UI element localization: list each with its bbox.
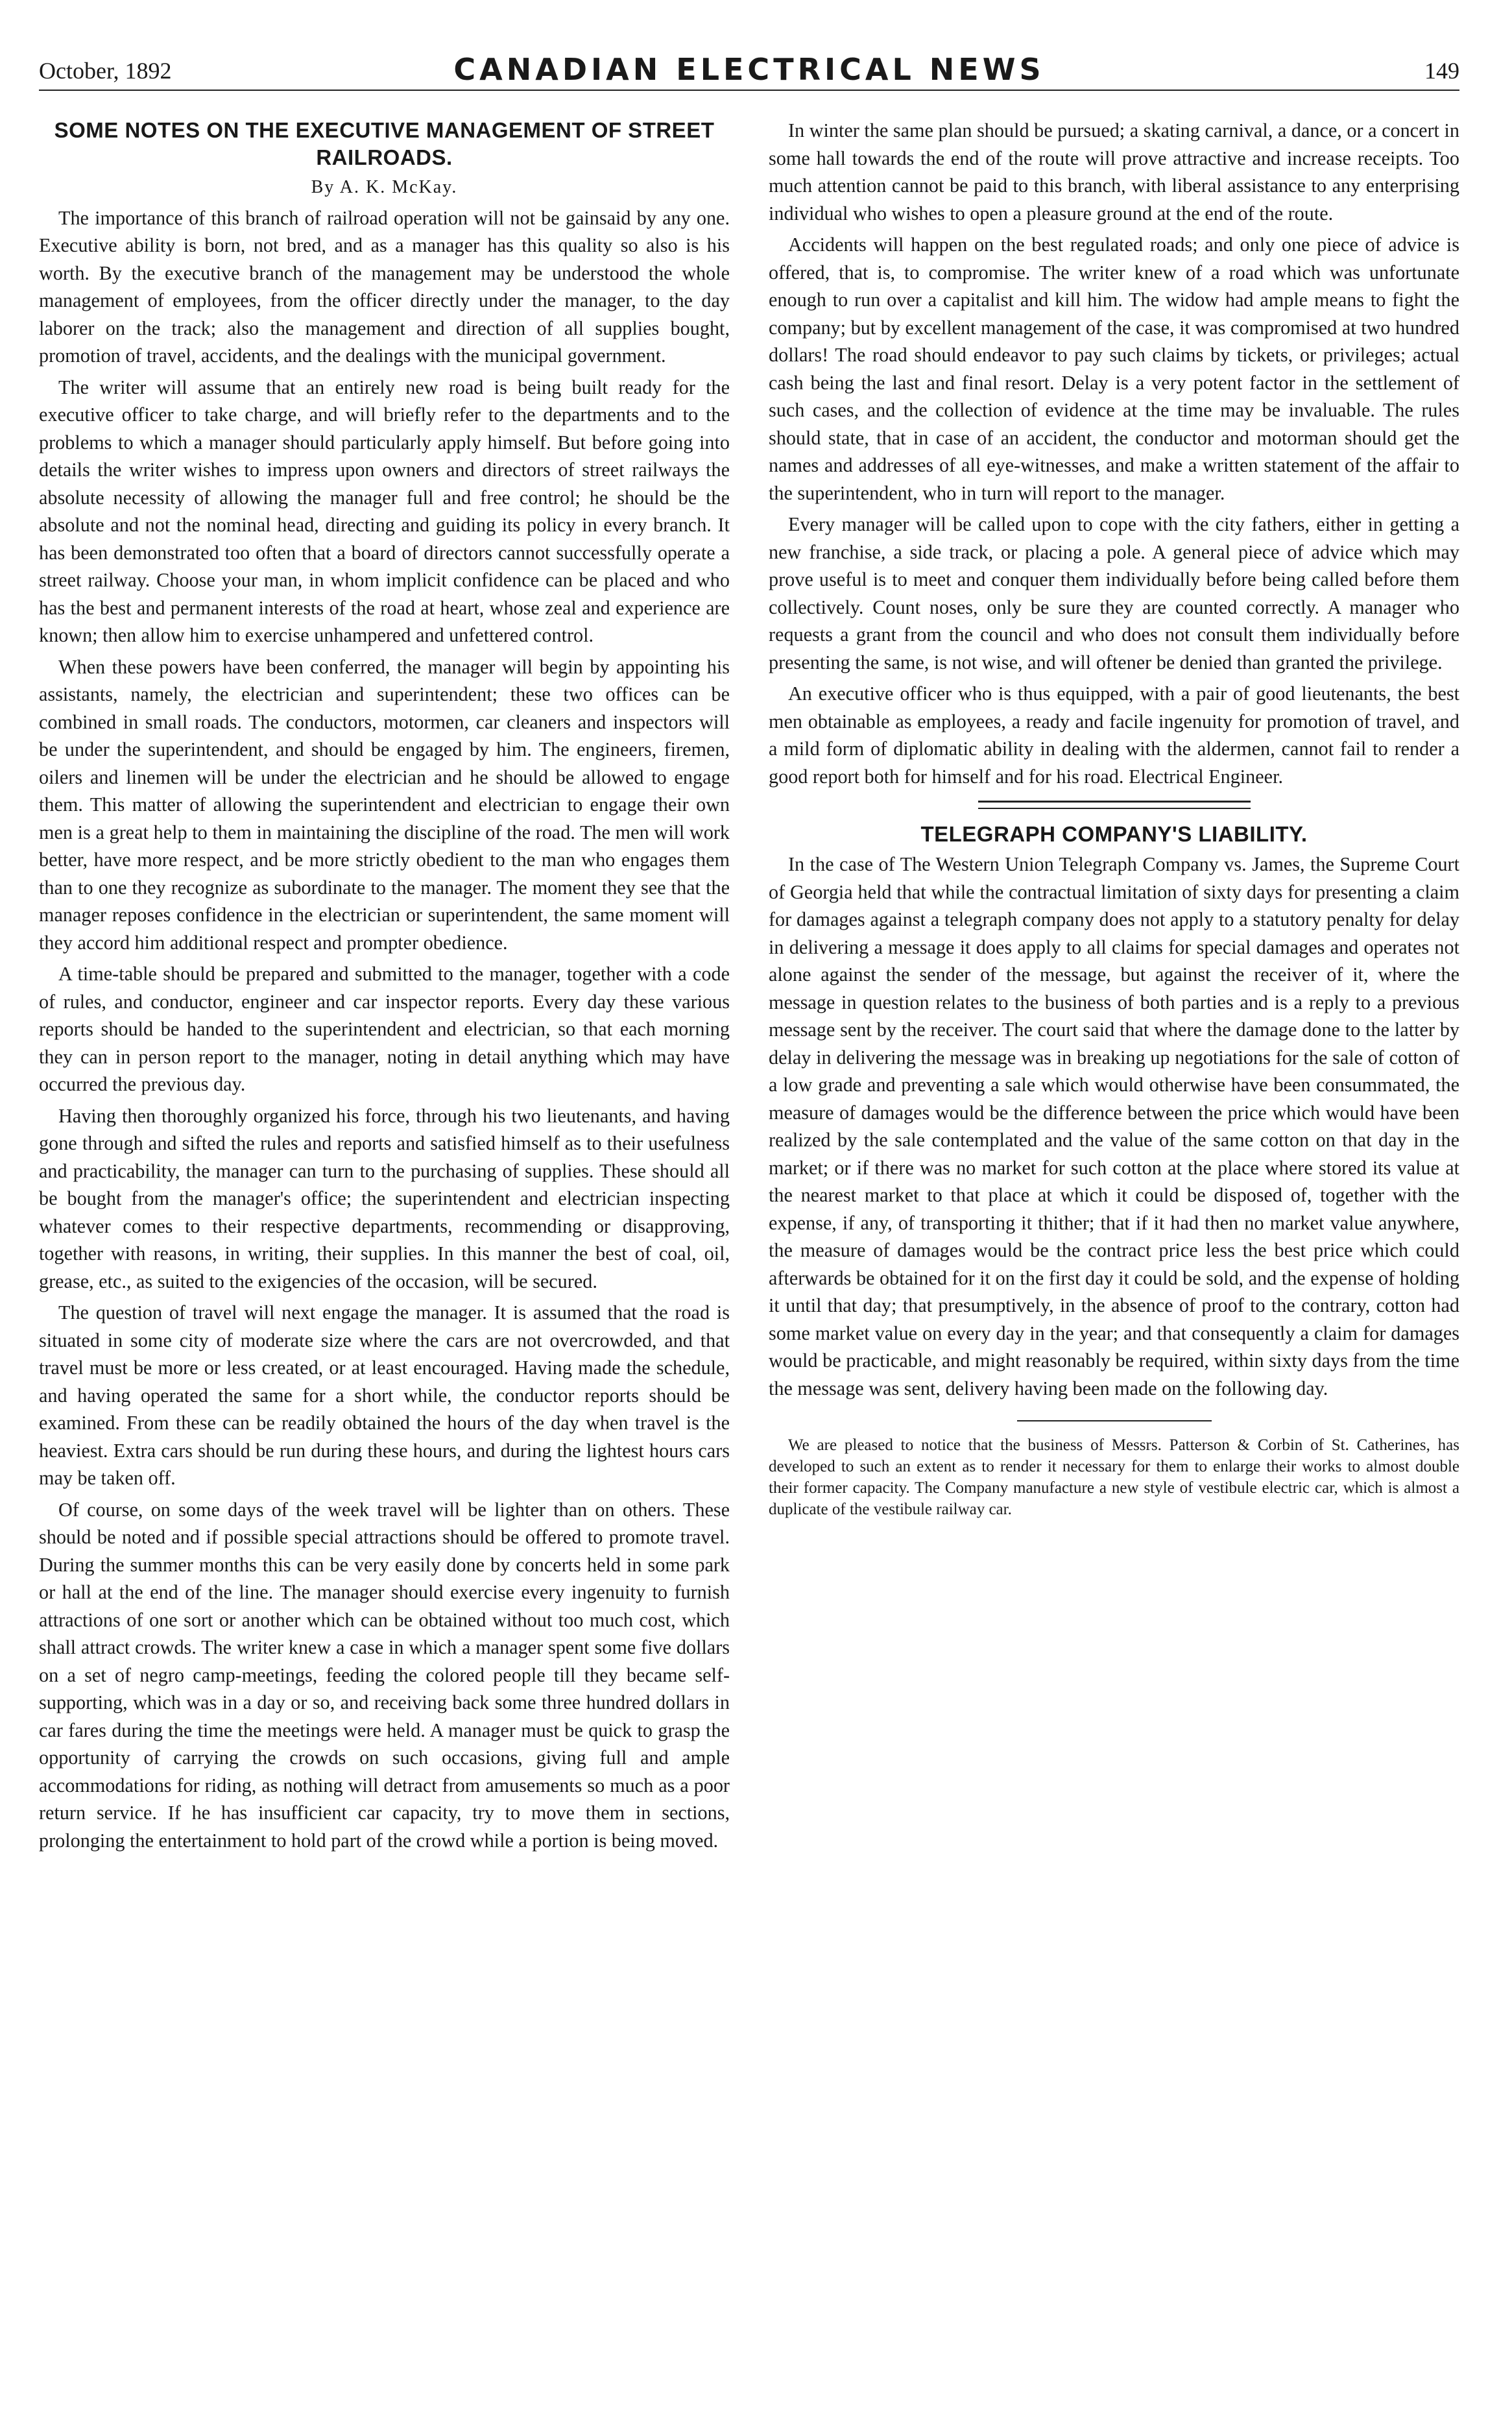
paragraph: The question of travel will next engage the manager. It is assumed that the road is situated in some city of moderate size where the cars are not overcrowded, and that travel must be more or less created, or at least encouraged. Having made the schedule, and having operated the same for a short while, the conductor reports should be examined. From these can be readily obtained the hours of the day when travel is the heaviest. Extra cars should be run during these hours, and during the lightest hours cars may be taken off. xyxy=(39,1301,730,1489)
paragraph: In the case of The Western Union Telegraph Company vs. James, the Supreme Court of Georgia held that while the contractual limitation of sixty days for presenting a claim for damages against a telegraph company does not apply to a statutory penalty for delay in delivering a message it does apply to all claims for special damages and operates not alone against the sender of the message, but against the receiver of it, where the message in question relates to the business of both parties and is a reply to a previous message sent by the receiver. The court said that where the damage done to the latter by delay in delivering the message was in breaking up negotiations for the sale of cotton of a low grade and preventing a sale which would otherwise have been consummated, the measure of damages would be the difference between the price which would have been realized by the sale contemplated and the value of the same cotton on that day in the market; or if there was no market for such cotton at the place where stored its value at the nearest market to that place at which it could be disposed of, together with the expense, if any, of transporting it thither; that if it had then no market value anywhere, the measure of damages would be the contract price less the best price which could afterwards be obtained for it on the first day it could be sold, and the expense of holding it until that day; that presumptively, in the absence of proof to the contrary, cotton had some market value on every day in the year; and that consequently a claim for damages would be practicable, and might reasonably be required, within sixty days from the time the message was sent, delivery having been made on the following day. xyxy=(769,853,1459,1399)
paragraph: The importance of this branch of railroad operation will not be gainsaid by any one. Executive ability is born, not bred, and as a manager has this quality so also is his worth. By the executive branch of the management may be understood the whole management of employees, from the officer directly under the manager, to the day laborer on the track; also the management and direction of all supplies bought, promotion of travel, accidents, and the dealings with the municipal government. xyxy=(39,206,730,367)
paragraph: An executive officer who is thus equipped, with a pair of good lieutenants, the best men obtainable as employees, a ready and facile ingenuity for promotion of travel, and a mild form of diplomatic ability in dealing with the aldermen, cannot fail to render a good report both for himself and for his road. Electrical Engineer. xyxy=(769,683,1459,788)
paragraph: A time-table should be prepared and submitted to the manager, together with a code of rules, and conductor, engineer and car inspector reports. Every day these various reports should be handed to the superintendent and electrician, so that each morning they can in person report to the manager, noting in detail anything which may have occurred the previous day. xyxy=(39,963,730,1095)
right-column xyxy=(769,117,1459,1520)
paragraph: When these powers have been conferred, the manager will begin by appointing his assistants, namely, the electrician and superintendent; these two offices can be combined in small roads. The conductors, motormen, car cleaners and inspectors will be under the superintendent, and should be engaged by him. The engineers, firemen, oilers and linemen will be under the electrician and he should be allowed to engage them. This matter of allowing the superintendent and electrician to engage their own men is a great help to them in maintaining the discipline of the road. The men will work better, have more respect, and be more strictly obedient to the man who engages them than to one they recognize as subordinate to the manager. The moment they see that the manager reposes confidence in the electrician or superintendent, the same moment will they accord him additional respect and prompter obedience. xyxy=(39,655,730,954)
masthead: CANADIAN ELECTRICAL NEWS xyxy=(453,52,1045,87)
running-head xyxy=(39,51,1459,91)
paragraph: Having then thoroughly organized his force, through his two lieutenants, and having gone through and sifted the rules and reports and satisfied himself as to their usefulness and practicability, the manager can turn to the purchasing of supplies. These should all be bought from the manager's office; the superintendent and electrician inspecting whatever comes to their respective departments, recommending or disapproving, together with reasons, in writing, their supplies. In this manner the best of coal, oil, grease, etc., as suited to the exigencies of the occasion, will be secured. xyxy=(39,1104,730,1292)
paragraph: Every manager will be called upon to cope with the city fathers, either in getting a new franchise, a side track, or placing a pole. A general piece of advice which may prove useful is to meet and conquer them individually before being called before them collectively. Count noses, only be sure they are counted correctly. A manager who requests a grant from the council and who does not consult them individually before presenting the same, is not wise, and will oftener be denied than granted the privilege. xyxy=(769,513,1459,673)
paragraph: Of course, on some days of the week travel will be lighter than on others. These should be noted and if possible special attractions should be offered to promote travel. During the summer months this can be very easily done by concerts held in some park or hall at the end of the line. The manager should exercise every ingenuity to furnish attractions of one sort or another which can be obtained without too much cost, which shall attract crowds. The writer knew a case in which a manager spent some five dollars on a set of negro camp-meetings, feeding the colored people till they became self-supporting, which was in a day or so, and receiving back some three hundred dollars in car fares during the time the meetings were held. A manager must be quick to grasp the opportunity of carrying the crowds on such occasions, giving full and ample accommodations for riding, as nothing will detract from amusements so much as a poor return service. If he has insufficient car capacity, try to move them in sections, prolonging the entertainment to hold part of the crowd while a portion is being moved. xyxy=(39,1498,730,1852)
article-title: SOME NOTES ON THE EXECUTIVE MANAGEMENT OF STREET RAILROADS. xyxy=(54,118,715,169)
left-column xyxy=(39,117,730,1858)
business-note: We are pleased to notice that the business of Messrs. Patterson & Corbin of St. Catherines, has developed to such an extent as to render it necessary for them to enlarge their works to almost double their former capacity. The Company manufacture a new style of vestibule electric car, which is almost a duplicate of the vestibule railway car. xyxy=(769,1436,1459,1518)
paragraph: The writer will assume that an entirely new road is being built ready for the executive officer to take charge, and will briefly refer to the departments and to the problems to which a manager should particularly apply himself. But before going into details the writer wishes to impress upon owners and directors of street railways the absolute necessity of allowing the manager full and free control; he should be the absolute and not the nominal head, directing and guiding its policy in every branch. It has been demonstrated too often that a board of directors cannot successfully operate a street railway. Choose your man, in whom implicit confidence can be placed and who has the best and permanent interests of the road at heart, whose zeal and experience are known; then allow him to exercise unhampered and unfettered control. xyxy=(39,376,730,646)
article-title: TELEGRAPH COMPANY'S LIABILITY. xyxy=(920,822,1308,846)
paragraph: In winter the same plan should be pursued; a skating carnival, a dance, or a concert in some hall towards the end of the route will prove attractive and increase receipts. Too much attention cannot be paid to this branch, with liberal assistance to any enterprising individual who wishes to open a pleasure ground at the end of the route. xyxy=(769,119,1459,224)
paragraph: Accidents will happen on the best regulated roads; and only one piece of advice is offered, that is, to compromise. The writer knew of a road which was unfortunate enough to run over a capitalist and kill him. The widow had ample means to fight the company; but by excellent management of the case, it was compromised at two hundred dollars! The road should endeavor to pay such claims by tickets, or privileges; actual cash being the last and final resort. Delay is a very potent factor in the settlement of such cases, and the collection of evidence at the time may be invaluable. The rules should state, that in case of an accident, the conductor and motorman should get the names and addresses of all eye-witnesses, and make a written statement of the affair to the superintendent, who in turn will report to the manager. xyxy=(769,234,1459,504)
page-number: 149 xyxy=(1424,58,1459,84)
section-divider xyxy=(978,801,1251,809)
byline: By A. K. McKay. xyxy=(311,177,458,197)
note-divider xyxy=(1017,1420,1212,1421)
issue-date: October, 1892 xyxy=(39,58,172,84)
